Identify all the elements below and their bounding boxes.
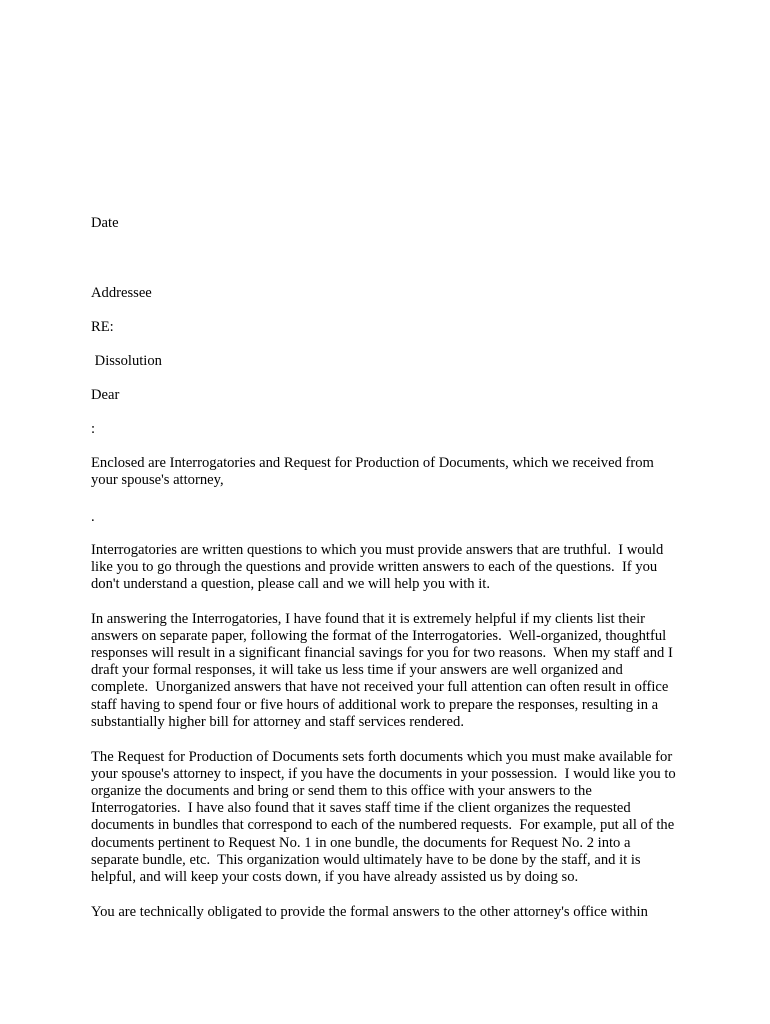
paragraph-line: Enclosed are Interrogatories and Request for Production of Documents, which we received from	[91, 455, 654, 471]
paragraph-line: staff having to spend four or five hours of additional work to prepare the responses, resulting in a	[91, 697, 659, 713]
paragraph-line: your spouse's attorney,	[91, 472, 224, 488]
paragraph-line: don't understand a question, please call and we will help you with it.	[91, 576, 491, 592]
salutation-colon: :	[91, 421, 96, 437]
paragraph-line: separate bundle, etc. This organization would ultimately have to be done by the staff, and it is	[91, 852, 641, 868]
paragraph-line: responses will result in a significant financial savings for you for two reasons. When my staff and I	[91, 645, 673, 661]
salutation: Dear	[91, 387, 120, 403]
paragraph-period: .	[91, 509, 95, 525]
paragraph-line: like you to go through the questions and provide written answers to each of the questions. If you	[91, 559, 658, 575]
paragraph-line: In answering the Interrogatories, I have found that it is extremely helpful if my clients list their	[91, 611, 645, 627]
addressee-label: Addressee	[91, 285, 152, 301]
date-label: Date	[91, 215, 119, 231]
re-subject: Dissolution	[91, 353, 162, 369]
paragraph-line: complete. Unorganized answers that have not received your full attention can often result in office	[91, 679, 669, 695]
paragraph-line: draft your formal responses, it will take us less time if your answers are well organized and	[91, 662, 623, 678]
paragraph-line: Interrogatories are written questions to which you must provide answers that are truthful. I would	[91, 542, 664, 558]
paragraph-line: substantially higher bill for attorney and staff services rendered.	[91, 714, 464, 730]
paragraph-line: You are technically obligated to provide the formal answers to the other attorney's office within	[91, 904, 648, 920]
paragraph-line: Interrogatories. I have also found that it saves staff time if the client organizes the requested	[91, 800, 631, 816]
re-label: RE:	[91, 319, 114, 335]
paragraph-line: your spouse's attorney to inspect, if you have the documents in your possession. I would like you to	[91, 766, 676, 782]
paragraph-line: documents in bundles that correspond to each of the numbered requests. For example, put all of the	[91, 817, 675, 833]
paragraph-line: answers on separate paper, following the format of the Interrogatories. Well-organized, thoughtful	[91, 628, 667, 644]
paragraph-line: The Request for Production of Documents sets forth documents which you must make available for	[91, 749, 673, 765]
paragraph-line: helpful, and will keep your costs down, if you have already assisted us by doing so.	[91, 869, 579, 885]
paragraph-line: documents pertinent to Request No. 1 in one bundle, the documents for Request No. 2 into a	[91, 835, 631, 851]
paragraph-line: organize the documents and bring or send them to this office with your answers to the	[91, 783, 592, 799]
